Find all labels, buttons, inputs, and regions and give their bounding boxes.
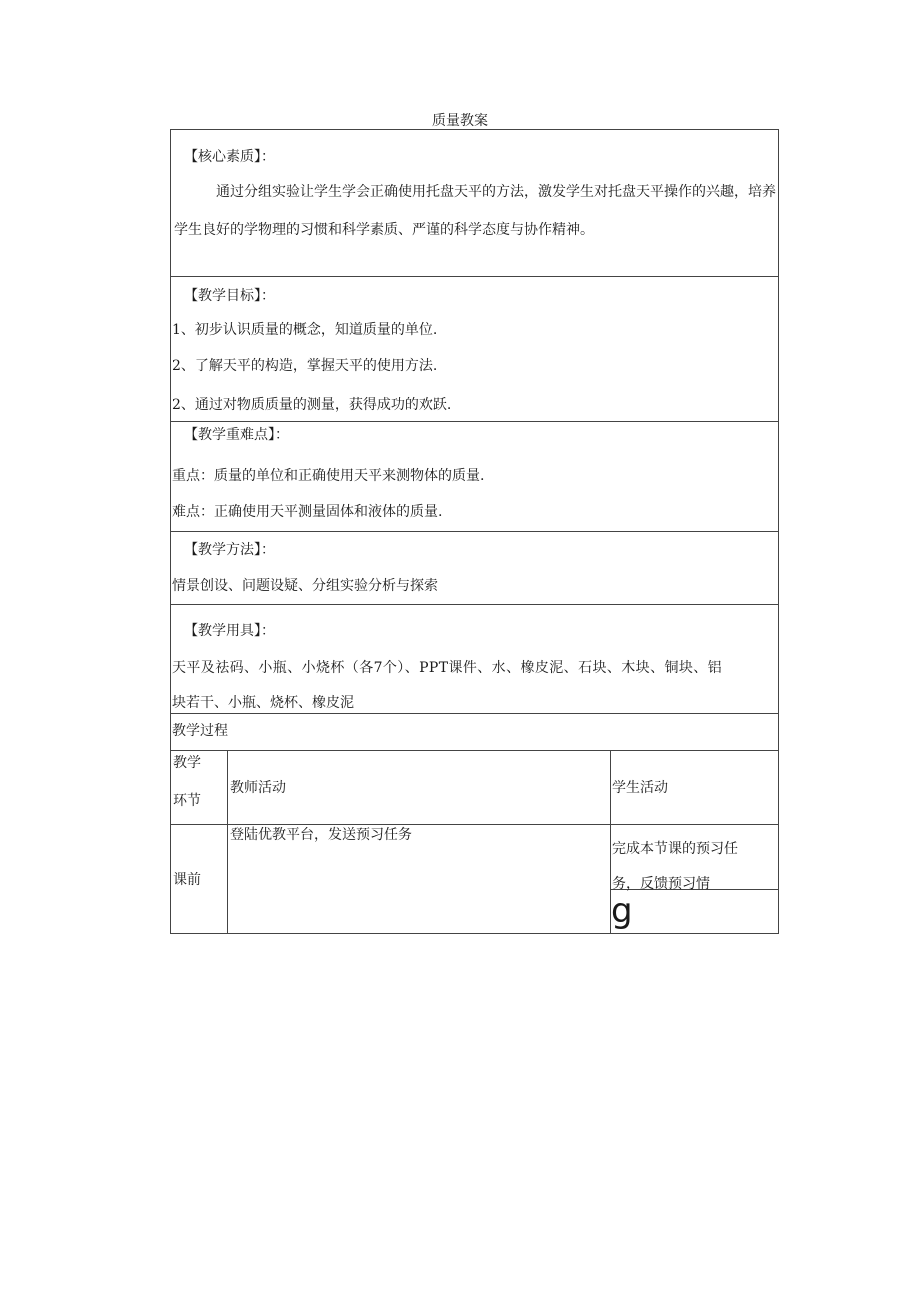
goal-item-2: 2、了解天平的构造，掌握天平的使用方法. — [172, 358, 438, 374]
goals-heading: 【教学目标】： — [184, 288, 275, 304]
row1-teacher-activity: 登陆优教平台，发送预习任务 — [230, 827, 412, 843]
key-points-heading: 【教学重难点】： — [184, 427, 289, 443]
process-heading: 教学过程 — [172, 723, 228, 739]
goal-item-3: 2、通过对物质质量的测量，获得成功的欢跃. — [172, 397, 452, 413]
difficult-point-text: 难点：正确使用天平测量固体和液体的质量. — [172, 504, 443, 520]
goal-item-1: 1、初步认识质量的概念，知道质量的单位. — [172, 322, 438, 338]
core-literacy-text: 通过分组实验让学生学会正确使用托盘天平的方法，激发学生对托盘天平操作的兴趣，培养学生良好的学物理的习惯和科学素质、严谨的科学态度与协作精神。 — [174, 184, 776, 238]
tools-text-line2: 块若干、小瓶、烧杯、橡皮泥 — [172, 695, 354, 711]
page-title: 质量教案 — [432, 113, 488, 129]
row1-student-activity-line2: 务，反馈预习情 — [612, 876, 710, 892]
tools-heading: 【教学用具】： — [184, 623, 275, 639]
row1-student-activity-overflow: g — [611, 891, 633, 931]
tools-text-line1: 天平及祛码、小瓶、小烧杯（各7个）、PPT课件、水、橡皮泥、石块、木块、铜块、铝 — [172, 660, 723, 676]
methods-heading: 【教学方法】： — [184, 542, 275, 558]
col-stage-line2: 环节 — [173, 793, 201, 809]
row1-stage: 课前 — [173, 872, 201, 888]
col-student-header: 学生活动 — [612, 780, 668, 796]
key-point-text: 重点：质量的单位和正确使用天平来测物体的质量. — [172, 468, 485, 484]
row1-student-activity-line1: 完成本节课的预习任 — [612, 841, 738, 857]
col-stage-line1: 教学 — [173, 755, 201, 771]
col-teacher-header: 教师活动 — [230, 780, 286, 796]
core-literacy-heading: 【核心素质】： — [184, 149, 275, 165]
methods-text: 情景创设、问题设疑、分组实验分析与探索 — [172, 578, 438, 594]
